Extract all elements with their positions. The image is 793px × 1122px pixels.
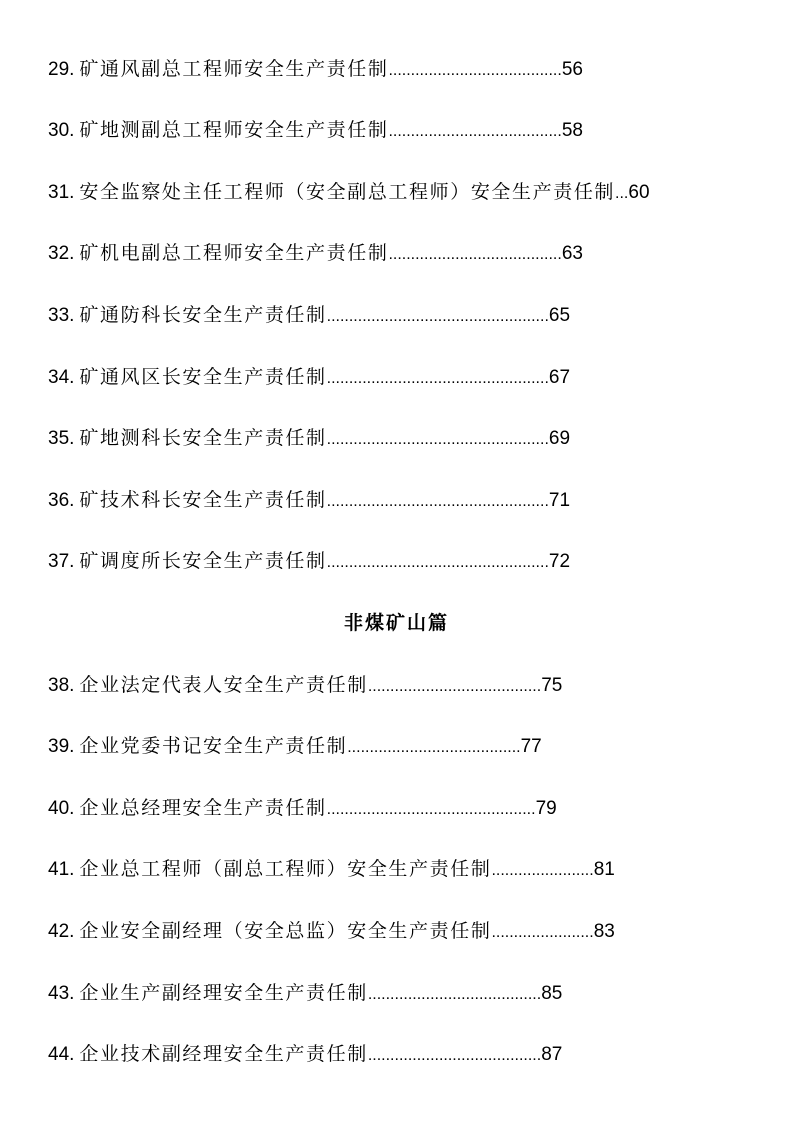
entry-title: 企业安全副经理（安全总监）安全生产责任制	[79, 921, 492, 942]
dot-leader: ..................................................	[326, 554, 549, 571]
toc-entry[interactable]	[48, 1043, 562, 1067]
toc-entry[interactable]	[48, 735, 542, 759]
entry-page-number: 79	[535, 798, 557, 819]
entry-page-number: 60	[628, 182, 650, 203]
entry-page-number: 75	[541, 675, 563, 696]
entry-page-number: 72	[548, 551, 571, 572]
entry-number: 30.	[48, 120, 75, 141]
dot-leader: .......................................	[388, 62, 562, 79]
entry-number: 39.	[48, 736, 75, 757]
entry-title: 安全监察处主任工程师（安全副总工程师）安全生产责任制	[79, 182, 616, 203]
toc-entry[interactable]	[48, 242, 583, 266]
entry-page-number: 77	[520, 736, 542, 757]
entry-number: 42.	[48, 921, 75, 942]
toc-entry[interactable]	[48, 550, 570, 574]
entry-page-number: 63	[561, 243, 583, 264]
dot-leader: ...............................................	[326, 801, 536, 818]
dot-leader: .......................................	[347, 739, 521, 756]
entry-number: 40.	[48, 798, 75, 819]
dot-leader: .......................................	[388, 246, 562, 263]
entry-page-number: 81	[593, 859, 615, 880]
entry-number: 43.	[48, 983, 75, 1004]
entry-title: 矿通风副总工程师安全生产责任制	[79, 59, 389, 80]
toc-entry[interactable]	[48, 797, 557, 821]
entry-title: 企业总经理安全生产责任制	[79, 798, 327, 819]
dot-leader: .......................	[491, 924, 594, 941]
entry-number: 32.	[48, 243, 75, 264]
entry-number: 34.	[48, 367, 75, 388]
entry-title: 矿调度所长安全生产责任制	[79, 551, 327, 572]
entry-title: 矿通风区长安全生产责任制	[79, 367, 327, 388]
entry-title: 矿地测副总工程师安全生产责任制	[79, 120, 389, 141]
toc-entry[interactable]	[48, 920, 615, 944]
dot-leader: ..................................................	[326, 370, 549, 387]
dot-leader: .......................................	[367, 986, 542, 1003]
toc-entry[interactable]	[48, 304, 570, 328]
entry-page-number: 69	[548, 428, 571, 449]
entry-number: 37.	[48, 551, 75, 572]
entry-number: 38.	[48, 675, 75, 696]
entry-page-number: 71	[548, 490, 571, 511]
dot-leader: .......................................	[367, 1047, 542, 1064]
entry-number: 41.	[48, 859, 75, 880]
entry-title: 企业生产副经理安全生产责任制	[79, 983, 368, 1004]
dot-leader: .......................	[491, 862, 594, 879]
entry-title: 企业技术副经理安全生产责任制	[79, 1044, 368, 1065]
entry-page-number: 67	[548, 367, 571, 388]
entry-number: 44.	[48, 1044, 75, 1065]
entry-number: 36.	[48, 490, 75, 511]
entry-title: 企业法定代表人安全生产责任制	[79, 675, 368, 696]
toc-entry[interactable]	[48, 858, 615, 882]
entry-number: 29.	[48, 59, 75, 80]
toc-entry[interactable]	[48, 119, 583, 143]
dot-leader: .......................................	[367, 678, 542, 695]
entry-title: 矿技术科长安全生产责任制	[79, 490, 327, 511]
entry-title: 企业党委书记安全生产责任制	[79, 736, 348, 757]
entry-number: 35.	[48, 428, 75, 449]
entry-title: 矿地测科长安全生产责任制	[79, 428, 327, 449]
entry-number: 31.	[48, 182, 75, 203]
toc-entry[interactable]	[48, 58, 583, 82]
toc-entry[interactable]	[48, 489, 570, 513]
entry-page-number: 65	[548, 305, 571, 326]
toc-entry[interactable]	[48, 427, 570, 451]
entry-title: 矿机电副总工程师安全生产责任制	[79, 243, 389, 264]
entry-page-number: 87	[541, 1044, 563, 1065]
entry-title: 矿通防科长安全生产责任制	[79, 305, 327, 326]
entry-title: 企业总工程师（副总工程师）安全生产责任制	[79, 859, 492, 880]
entry-page-number: 56	[561, 59, 583, 80]
toc-entry[interactable]	[48, 366, 570, 390]
dot-leader: ...	[615, 185, 629, 202]
toc-entry[interactable]	[48, 674, 562, 698]
section-heading: 非煤矿山篇	[343, 612, 449, 634]
entry-page-number: 85	[541, 983, 563, 1004]
entry-number: 33.	[48, 305, 75, 326]
dot-leader: ..................................................	[326, 308, 549, 325]
dot-leader: ..................................................	[326, 431, 549, 448]
dot-leader: ..................................................	[326, 493, 549, 510]
entry-page-number: 83	[593, 921, 615, 942]
toc-entry[interactable]	[48, 982, 562, 1006]
entry-page-number: 58	[561, 120, 583, 141]
dot-leader: .......................................	[388, 123, 562, 140]
toc-entry[interactable]	[48, 181, 650, 205]
